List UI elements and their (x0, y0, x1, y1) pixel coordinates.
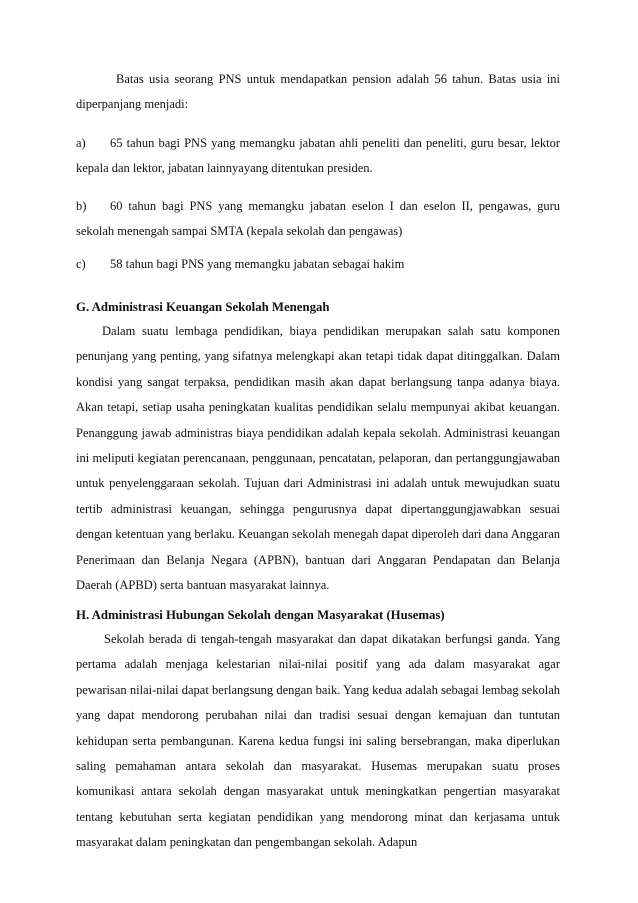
list-item-a (76, 131, 560, 182)
list-text: 65 tahun bagi PNS yang memangku jabatan ahli peneliti dan peneliti, guru besar, lektor kepala dan lektor, jabatan lainnyayang ditentukan presiden. (76, 136, 560, 176)
section-h-body: Sekolah berada di tengah-tengah masyarakat dan dapat dikatakan berfungsi ganda. Yang pertama adalah menjaga kelestarian nilai-nilai positif yang ada dalam masyarakat agar pewarisan nilai-nilai dapat berlangsung dengan baik. Yang kedua adalah sebagai lembag sekolah yang dapat mendorong perubahan nilai dan tradisi sesuai dengan kemajuan dan tuntutan kehidupan serta pembangunan. Karena kedua fungsi ini saling bersebrangan, maka diperlukan saling pemahaman antara sekolah dan masyarakat. Husemas merupakan suatu proses komunikasi antara sekolah dengan masyarakat untuk meningkatkan pengertian masyarakat tentang kebutuhan serta kegiatan pendidikan yang mendorong minat dan kerjasama untuk masyarakat dalam peningkatan dan pengembangan sekolah. Adapun (76, 632, 560, 850)
section-g-heading: G. Administrasi Keuangan Sekolah Menengah (76, 300, 330, 314)
list-label: c) (76, 257, 86, 271)
list-label: b) (76, 199, 87, 213)
intro-block (76, 67, 560, 118)
list-text: 60 tahun bagi PNS yang memangku jabatan eselon I dan eselon II, pengawas, guru sekolah menengah sampai SMTA (kepala sekolah dan pengawas) (76, 199, 560, 239)
list-item-b (76, 194, 560, 245)
section-h (76, 603, 560, 856)
section-g (76, 295, 560, 598)
section-g-body: Dalam suatu lembaga pendidikan, biaya pendidikan merupakan salah satu komponen penunjang yang penting, yang sifatnya melengkapi akan tetapi tidak dapat ditinggalkan. Dalam kondisi yang sangat terpaksa, pendidikan masih akan dapat berlangsung tanpa adanya biaya. Akan tetapi, setiap usaha peningkatan kualitas pendidikan selalu mempunyai akibat keuangan. Penanggung jawab administras biaya pendidikan adalah kepala sekolah. Administrasi keuangan ini meliputi kegiatan perencanaan, penggunaan, pencatatan, pelaporan, dan pertanggungjawaban untuk penyelenggaraan sekolah. Tujuan dari Administrasi ini adalah untuk mewujudkan suatu tertib administrasi keuangan, sehingga pengurusnya dapat dipertanggungjawabkan sesuai dengan ketentuan yang berlaku. Keuangan sekolah menegah dapat diperoleh dari dana Anggaran Penerimaan dan Belanja Negara (APBN), bantuan dari Anggaran Pendapatan dan Belanja Daerah (APBD) serta bantuan masyarakat lainnya. (76, 324, 560, 593)
section-h-heading: H. Administrasi Hubungan Sekolah dengan Masyarakat (Husemas) (76, 608, 445, 622)
list-text: 58 tahun bagi PNS yang memangku jabatan sebagai hakim (110, 257, 405, 271)
intro-paragraph: Batas usia seorang PNS untuk mendapatkan pension adalah 56 tahun. Batas usia ini diperpanjang menjadi: (76, 72, 560, 112)
list-label: a) (76, 136, 86, 150)
list-item-c (76, 252, 560, 277)
